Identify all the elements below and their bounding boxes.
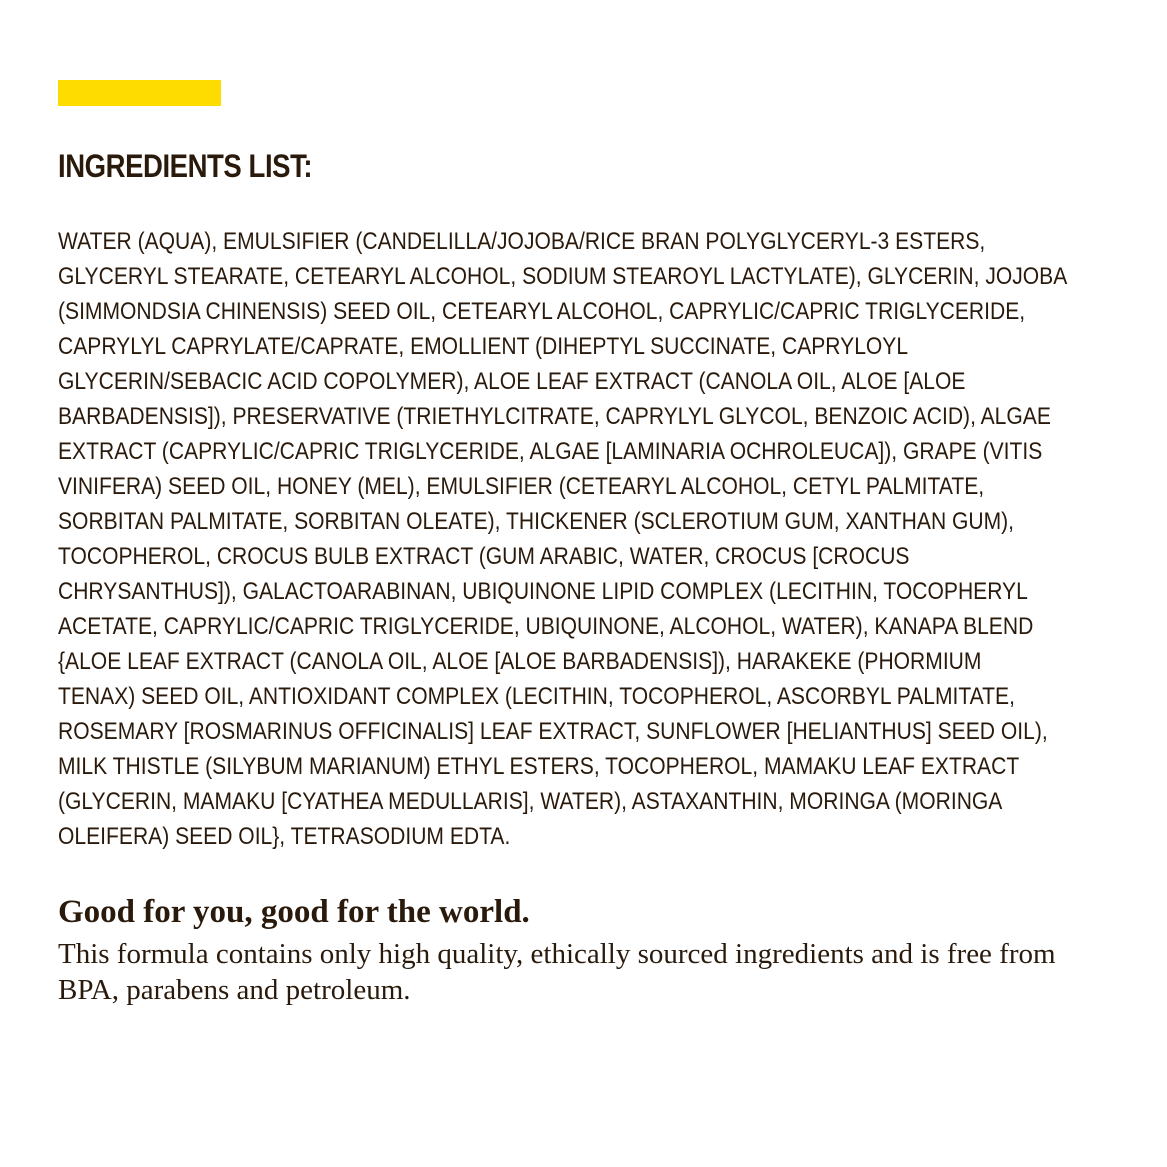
description-line: This formula contains only high quality, ethically sourced ingredients and is free from [58,938,1056,970]
ingredients-line: GLYCERIN/SEBACIC ACID COPOLYMER), ALOE LEAF EXTRACT (CANOLA OIL, ALOE [ALOE [58,368,966,395]
ingredients-list [58,224,1118,854]
ingredients-line: SORBITAN PALMITATE, SORBITAN OLEATE), THICKENER (SCLEROTIUM GUM, XANTHAN GUM), [58,508,1015,535]
ingredients-line: (GLYCERIN, MAMAKU [CYATHEA MEDULLARIS], WATER), ASTAXANTHIN, MORINGA (MORINGA [58,788,1003,815]
ingredients-line: WATER (AQUA), EMULSIFIER (CANDELILLA/JOJOBA/RICE BRAN POLYGLYCERYL-3 ESTERS, [58,228,986,255]
ingredients-line: EXTRACT (CAPRYLIC/CAPRIC TRIGLYCERIDE, ALGAE [LAMINARIA OCHROLEUCA]), GRAPE (VITIS [58,438,1043,465]
ingredients-line: MILK THISTLE (SILYBUM MARIANUM) ETHYL ESTERS, TOCOPHEROL, MAMAKU LEAF EXTRACT [58,753,1020,780]
accent-bar [58,80,221,106]
ingredients-line: GLYCERYL STEARATE, CETEARYL ALCOHOL, SODIUM STEAROYL LACTYLATE), GLYCERIN, JOJOBA [58,263,1068,290]
ingredients-line: CHRYSANTHUS]), GALACTOARABINAN, UBIQUINONE LIPID COMPLEX (LECITHIN, TOCOPHERYL [58,578,1028,605]
tagline: Good for you, good for the world. [58,894,530,930]
ingredients-line: ROSEMARY [ROSMARINUS OFFICINALIS] LEAF EXTRACT, SUNFLOWER [HELIANTHUS] SEED OIL), [58,718,1048,745]
description [58,936,1118,1008]
ingredients-line: CAPRYLYL CAPRYLATE/CAPRATE, EMOLLIENT (DIHEPTYL SUCCINATE, CAPRYLOYL [58,333,909,360]
ingredients-line: TOCOPHEROL, CROCUS BULB EXTRACT (GUM ARABIC, WATER, CROCUS [CROCUS [58,543,910,570]
ingredients-line: ACETATE, CAPRYLIC/CAPRIC TRIGLYCERIDE, UBIQUINONE, ALCOHOL, WATER), KANAPA BLEND [58,613,1034,640]
ingredients-heading: INGREDIENTS LIST: [58,148,313,184]
ingredients-line: TENAX) SEED OIL, ANTIOXIDANT COMPLEX (LECITHIN, TOCOPHEROL, ASCORBYL PALMITATE, [58,683,1015,710]
ingredients-line: VINIFERA) SEED OIL, HONEY (MEL), EMULSIFIER (CETEARYL ALCOHOL, CETYL PALMITATE, [58,473,985,500]
ingredients-line: {ALOE LEAF EXTRACT (CANOLA OIL, ALOE [ALOE BARBADENSIS]), HARAKEKE (PHORMIUM [58,648,982,675]
ingredients-line: (SIMMONDSIA CHINENSIS) SEED OIL, CETEARYL ALCOHOL, CAPRYLIC/CAPRIC TRIGLYCERIDE, [58,298,1026,325]
ingredients-line: BARBADENSIS]), PRESERVATIVE (TRIETHYLCITRATE, CAPRYLYL GLYCOL, BENZOIC ACID), ALGAE [58,403,1051,430]
description-line: BPA, parabens and petroleum. [58,974,411,1006]
ingredients-line: OLEIFERA) SEED OIL}, TETRASODIUM EDTA. [58,823,511,850]
